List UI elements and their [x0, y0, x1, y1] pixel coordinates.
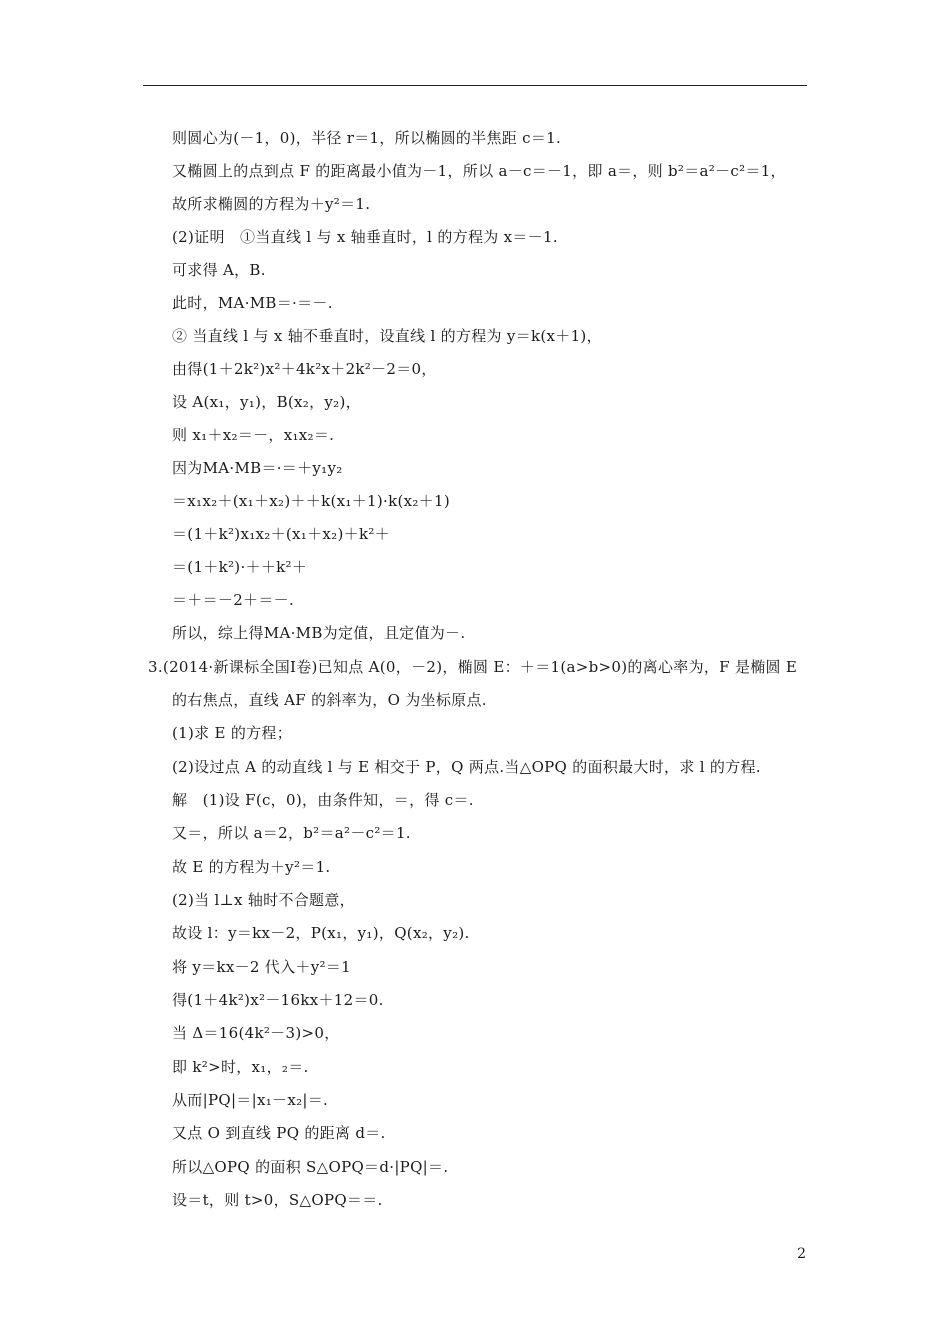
- text-line: 得(1＋4k²)x²－16kx＋12＝0.: [172, 991, 384, 1009]
- text-line: ＝＋＝－2＋＝－.: [172, 591, 295, 609]
- text-line: 从而|PQ|＝|x₁－x₂|＝.: [172, 1091, 329, 1109]
- text-line: 设＝t，则 t>0，S△OPQ＝＝.: [172, 1191, 383, 1209]
- text-line: ＝(1＋k²)x₁x₂＋(x₁＋x₂)＋k²＋: [172, 525, 390, 543]
- text-line: 故 E 的方程为＋y²＝1.: [172, 858, 331, 876]
- text-line: 所以，综上得MA·MB为定值，且定值为－.: [172, 624, 466, 642]
- text-line: 即 k²>时，x₁，₂＝.: [172, 1058, 309, 1076]
- text-line: 故所求椭圆的方程为＋y²＝1.: [172, 195, 371, 213]
- text-line: ＝(1＋k²)·＋＋k²＋: [172, 558, 308, 576]
- text-line: 又椭圆上的点到点 F 的距离最小值为－1，所以 a－c＝－1，即 a＝，则 b²＝a²－c²＝1，: [172, 162, 786, 180]
- text-line: 的右焦点，直线 AF 的斜率为，O 为坐标原点.: [172, 691, 487, 709]
- text-line: 设 A(x₁，y₁)，B(x₂，y₂)，: [172, 393, 361, 411]
- text-line: ② 当直线 l 与 x 轴不垂直时，设直线 l 的方程为 y＝k(x＋1)，: [172, 327, 602, 345]
- text-line: 则圆心为(－1，0)，半径 r＝1，所以椭圆的半焦距 c＝1.: [172, 129, 562, 147]
- text-line: ＝x₁x₂＋(x₁＋x₂)＋＋k(x₁＋1)·k(x₂＋1): [172, 492, 450, 510]
- text-line: (2)设过点 A 的动直线 l 与 E 相交于 P，Q 两点.当△OPQ 的面积最大时，求 l 的方程.: [172, 758, 761, 776]
- text-line: (2)当 l⊥x 轴时不合题意，: [172, 891, 355, 909]
- text-line: 故设 l：y＝kx－2，P(x₁，y₁)，Q(x₂，y₂).: [172, 924, 470, 942]
- text-line: 所以△OPQ 的面积 S△OPQ＝d·|PQ|＝.: [172, 1158, 449, 1176]
- text-line: 因为MA·MB＝·＝＋y₁y₂: [172, 459, 343, 477]
- text-line: (2)证明 ①当直线 l 与 x 轴垂直时，l 的方程为 x＝－1.: [172, 228, 558, 246]
- text-line: 将 y＝kx－2 代入＋y²＝1: [172, 958, 351, 976]
- header-rule: [143, 85, 807, 86]
- text-line: 当 Δ＝16(4k²－3)>0，: [172, 1024, 340, 1042]
- text-line: 此时，MA·MB＝·＝－.: [172, 294, 333, 312]
- text-line: (1)求 E 的方程；: [172, 724, 293, 742]
- solution-heading: 解 (1)设 F(c，0)，由条件知，＝，得 c＝.: [172, 791, 474, 809]
- text-line: 则 x₁＋x₂＝－，x₁x₂＝.: [172, 426, 335, 444]
- text-line: 由得(1＋2k²)x²＋4k²x＋2k²－2＝0，: [172, 360, 437, 378]
- page-number: 2: [797, 1246, 806, 1262]
- text-line: 可求得 A，B.: [172, 261, 266, 279]
- text-line: 又＝，所以 a＝2，b²＝a²－c²＝1.: [172, 824, 411, 842]
- text-line: 又点 O 到直线 PQ 的距离 d＝.: [172, 1124, 386, 1142]
- problem-3-statement: 3.(2014·新课标全国Ⅰ卷)已知点 A(0，－2)，椭圆 E：＋＝1(a>b>0)的离心率为，F 是椭圆 E: [148, 658, 798, 676]
